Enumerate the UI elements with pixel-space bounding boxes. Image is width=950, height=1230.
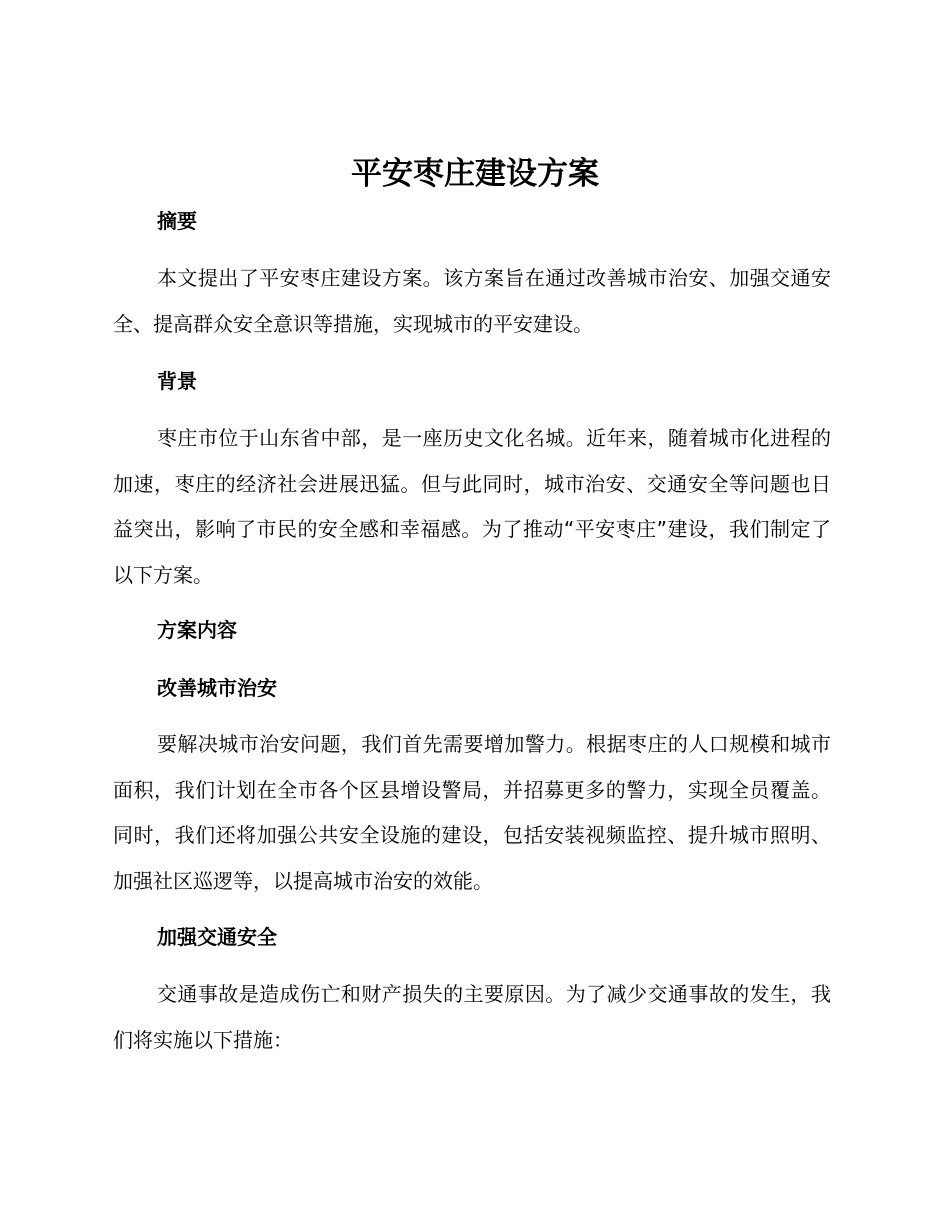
plan-content-heading: 方案内容 xyxy=(157,618,237,642)
improve-security-heading: 改善城市治安 xyxy=(157,676,277,700)
background-paragraph: 枣庄市位于山东省中部，是一座历史文化名城。近年来，随着城市化进程的加速，枣庄的经济社会进展迅猛。但与此同时，城市治安、交通安全等问题也日益突出，影响了市民的安全感和幸福感。为了推动“平安枣庄”建设，我们制定了以下方案。 xyxy=(113,426,831,587)
traffic-safety-heading: 加强交通安全 xyxy=(157,925,277,949)
traffic-safety-paragraph: 交通事故是造成伤亡和财产损失的主要原因。为了减少交通事故的发生，我们将实施以下措施： xyxy=(113,982,831,1052)
improve-security-paragraph: 要解决城市治安问题，我们首先需要增加警力。根据枣庄的人口规模和城市面积，我们计划在全市各个区县增设警局，并招募更多的警力，实现全员覆盖。同时，我们还将加强公共安全设施的建设，包括安装视频监控、提升城市照明、加强社区巡逻等，以提高城市治安的效能。 xyxy=(113,732,831,893)
background-heading: 背景 xyxy=(157,369,197,393)
document-title: 平安枣庄建设方案 xyxy=(351,156,599,192)
abstract-paragraph: 本文提出了平安枣庄建设方案。该方案旨在通过改善城市治安、加强交通安全、提高群众安全意识等措施，实现城市的平安建设。 xyxy=(113,266,831,336)
abstract-heading: 摘要 xyxy=(157,209,197,233)
